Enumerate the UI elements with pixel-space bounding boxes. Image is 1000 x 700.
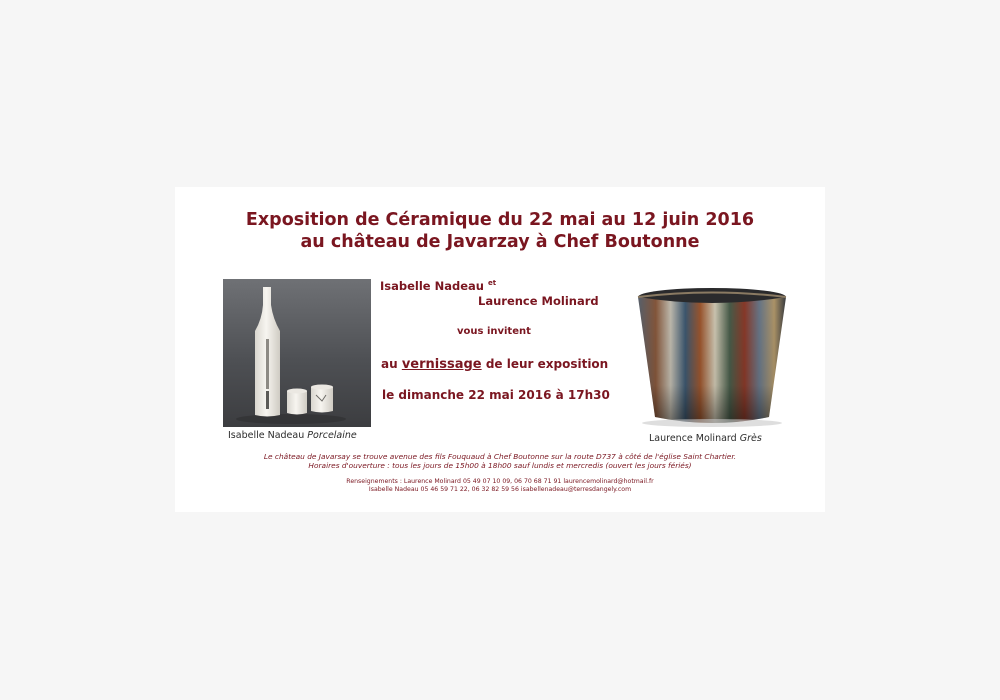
event-date: le dimanche 22 mai 2016 à 17h30 xyxy=(382,388,610,402)
contact-line-2: Isabelle Nadeau 05 46 59 71 22, 06 32 82 59 56 isabellenadeau@terresdangely.com xyxy=(368,486,632,493)
vernissage-post: de leur exposition xyxy=(485,357,609,371)
title-line-2: au château de Javarzay à Chef Boutonne xyxy=(300,232,700,252)
invitation-title xyxy=(175,209,825,253)
stoneware-caption-artist: Laurence Molinard xyxy=(649,433,737,444)
practical-info xyxy=(175,452,825,470)
stoneware-caption xyxy=(649,433,762,444)
title-line-1: Exposition de Céramique du 22 mai au 12 juin 2016 xyxy=(245,210,755,230)
location-text: Le château de Javarsay se trouve avenue des fils Fouquaud à Chef Boutonne sur la route D737 à côté de l'église Saint Chartier. xyxy=(263,452,737,461)
contact-info xyxy=(175,478,825,494)
vernissage-pre: au xyxy=(381,357,398,371)
porcelain-bottle-illustration xyxy=(223,279,371,427)
invitation-card xyxy=(175,187,825,512)
invite-text: vous invitent xyxy=(457,326,531,337)
stoneware-vase-illustration xyxy=(627,283,797,433)
porcelain-caption-material: Porcelaine xyxy=(307,430,357,441)
artist-name-2: Laurence Molinard xyxy=(478,294,599,308)
contact-line-1: Renseignements : Laurence Molinard 05 49 07 10 09, 06 70 68 71 91 laurencemolinard@hotmail.fr xyxy=(346,478,654,485)
porcelain-caption xyxy=(228,430,357,441)
porcelain-caption-artist: Isabelle Nadeau xyxy=(228,430,305,441)
vernissage-line xyxy=(381,357,608,372)
artist-name-1-text: Isabelle Nadeau xyxy=(380,279,484,293)
porcelain-photo xyxy=(223,279,371,427)
artist-conjunction: et xyxy=(487,279,497,288)
stoneware-caption-material: Grès xyxy=(739,433,762,444)
stoneware-photo xyxy=(627,283,797,433)
vernissage-highlight: vernissage xyxy=(401,357,482,372)
artist-name-1 xyxy=(380,279,496,293)
opening-hours: Horaires d'ouverture : tous les jours de 15h00 à 18h00 sauf lundis et mercredis (ouvert les jours fériés) xyxy=(308,461,692,470)
